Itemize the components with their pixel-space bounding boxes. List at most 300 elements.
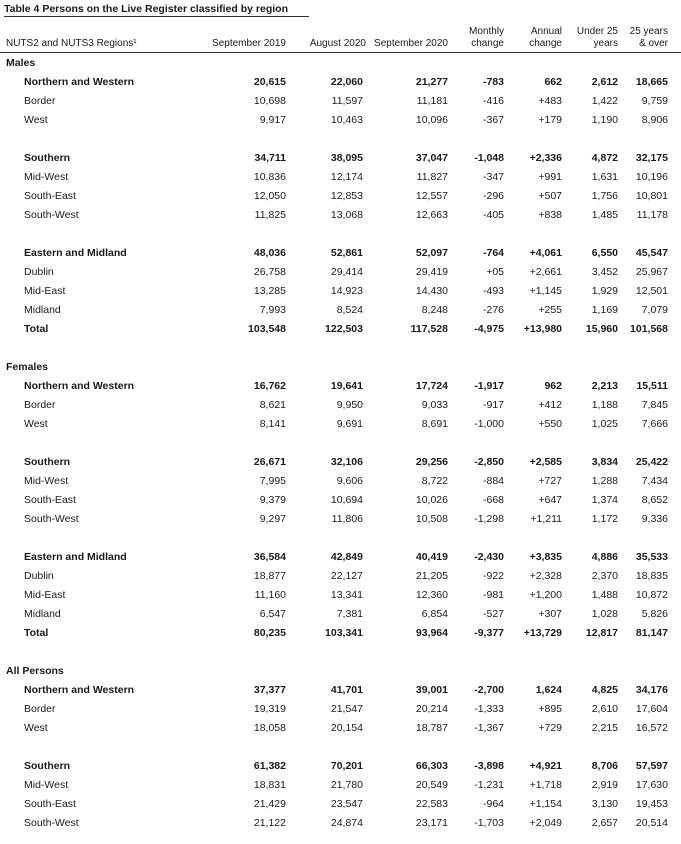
annual-change-cell: +1,211 [530,513,562,525]
over25-cell: 10,196 [635,171,668,183]
sep2019-cell: 26,758 [253,266,286,278]
monthly-change-cell: -493 [482,285,504,297]
annual-change-cell: +179 [538,114,562,126]
monthly-change-cell: -1,333 [474,703,504,715]
header-annual-1: Annual [530,26,562,37]
annual-change-cell: +727 [538,475,562,487]
monthly-change-cell: -3,898 [474,760,504,772]
subregion-row [0,263,681,282]
under25-cell: 1,374 [591,494,618,506]
aug2020-cell: 12,853 [330,190,363,202]
sep2020-cell: 23,171 [415,817,448,829]
annual-change-cell: +2,661 [529,266,562,278]
spacer-row [0,529,681,548]
under25-cell: 1,188 [591,399,618,411]
header-over25-1: 25 years [629,26,668,37]
right-margin-cell [668,814,681,833]
row-label: Northern and Western [24,76,135,88]
row-label: Northern and Western [24,380,135,392]
row-label: Southern [24,760,71,772]
over25-cell: 10,872 [635,589,668,601]
subregion-row [0,795,681,814]
sep2020-cell: 14,430 [415,285,448,297]
subregion-row [0,491,681,510]
sep2020-cell: 29,419 [415,266,448,278]
over25-cell: 7,079 [641,304,668,316]
subregion-row [0,92,681,111]
subregion-row [0,719,681,738]
spacer-row [0,434,681,453]
under25-cell: 1,929 [591,285,618,297]
aug2020-cell: 22,127 [330,570,363,582]
over25-cell: 34,176 [635,684,668,696]
aug2020-cell: 10,463 [330,114,363,126]
over25-cell: 9,759 [641,95,668,107]
subregion-row [0,301,681,320]
sep2020-cell: 117,528 [410,323,448,335]
row-label: Total [24,323,49,335]
aug2020-cell: 29,414 [330,266,363,278]
annual-change-cell: +1,200 [529,589,562,601]
sep2019-cell: 8,141 [259,418,286,430]
sep2020-cell: 11,827 [416,171,448,183]
right-margin-cell [668,472,681,491]
region-row [0,681,681,700]
spacer-row [0,643,681,662]
sep2019-cell: 16,762 [253,380,286,392]
aug2020-cell: 9,950 [336,399,363,411]
monthly-change-cell: -4,975 [474,323,504,335]
row-label: Midland [24,304,61,316]
annual-change-cell: +895 [538,703,562,715]
aug2020-cell: 22,060 [330,76,363,88]
row-label: South-West [24,209,79,221]
sep2019-cell: 48,036 [253,247,286,259]
sep2019-cell: 7,995 [259,475,286,487]
sep2020-cell: 8,248 [421,304,448,316]
monthly-change-cell: -527 [482,608,504,620]
sep2020-cell: 6,854 [421,608,448,620]
over25-cell: 35,533 [635,551,668,563]
under25-cell: 1,288 [591,475,618,487]
under25-cell: 1,169 [591,304,618,316]
spacer-row [0,130,681,149]
sep2020-cell: 18,787 [415,722,448,734]
spacer-cell [0,434,681,453]
sep2020-cell: 20,214 [415,703,448,715]
over25-cell: 8,652 [641,494,668,506]
sep2019-cell: 21,122 [253,817,286,829]
spacer-cell [0,529,681,548]
monthly-change-cell: -1,231 [474,779,504,791]
aug2020-cell: 8,524 [336,304,363,316]
under25-cell: 3,834 [591,456,618,468]
section-heading-row [0,54,681,73]
sep2019-cell: 21,429 [253,798,286,810]
aug2020-cell: 103,341 [325,627,363,639]
spacer-cell [0,339,681,358]
row-label: Mid-West [24,171,69,183]
row-label: Southern [24,456,71,468]
right-margin-cell [668,187,681,206]
under25-cell: 4,886 [591,551,618,563]
right-margin-cell [668,282,681,301]
monthly-change-cell: -416 [482,95,504,107]
sep2020-cell: 10,508 [415,513,448,525]
over25-cell: 20,514 [635,817,668,829]
monthly-change-cell: -276 [482,304,504,316]
row-label: Northern and Western [24,684,135,696]
subregion-row [0,567,681,586]
aug2020-cell: 20,154 [330,722,363,734]
over25-cell: 7,845 [641,399,668,411]
right-margin-cell [668,795,681,814]
under25-cell: 2,213 [591,380,618,392]
sep2019-cell: 26,671 [253,456,286,468]
monthly-change-cell: -2,700 [474,684,504,696]
annual-change-cell: +1,154 [529,798,562,810]
sep2020-cell: 93,964 [415,627,448,639]
aug2020-cell: 9,691 [336,418,363,430]
subregion-row [0,472,681,491]
row-label: South-West [24,513,79,525]
monthly-change-cell: -2,430 [474,551,504,563]
monthly-change-cell: -1,703 [474,817,504,829]
aug2020-cell: 21,780 [330,779,363,791]
subregion-row [0,415,681,434]
annual-change-cell: 962 [544,380,562,392]
under25-cell: 15,960 [585,323,618,335]
region-row [0,757,681,776]
over25-cell: 101,568 [630,323,668,335]
under25-cell: 1,025 [591,418,618,430]
monthly-change-cell: -1,367 [474,722,504,734]
under25-cell: 1,028 [591,608,618,620]
under25-cell: 1,485 [591,209,618,221]
total-row [0,320,681,339]
subregion-row [0,111,681,130]
annual-change-cell: +729 [538,722,562,734]
monthly-change-cell: -964 [482,798,504,810]
aug2020-cell: 24,874 [330,817,363,829]
row-label: West [24,418,48,430]
right-margin-cell [668,206,681,225]
region-row [0,244,681,263]
sep2019-cell: 80,235 [253,627,286,639]
row-label: Total [24,627,49,639]
aug2020-cell: 11,806 [331,513,363,525]
right-margin-cell [668,320,681,339]
right-margin-cell [668,111,681,130]
subregion-row [0,168,681,187]
subregion-row [0,700,681,719]
row-label: Border [24,399,56,411]
monthly-change-cell: -367 [482,114,504,126]
spacer-cell [0,738,681,757]
region-row [0,73,681,92]
monthly-change-cell: -884 [482,475,504,487]
annual-change-cell: 1,624 [535,684,562,696]
sep2020-cell: 12,557 [415,190,448,202]
subregion-row [0,282,681,301]
sep2020-cell: 21,205 [415,570,448,582]
annual-change-cell: +4,921 [529,760,562,772]
under25-cell: 2,919 [591,779,618,791]
row-label: Midland [24,608,61,620]
row-label: Border [24,95,56,107]
annual-change-cell: +13,729 [523,627,562,639]
sep2019-cell: 103,548 [248,323,286,335]
aug2020-cell: 41,701 [330,684,363,696]
aug2020-cell: 21,547 [330,703,363,715]
annual-change-cell: +3,835 [529,551,562,563]
sep2019-cell: 18,058 [253,722,286,734]
annual-change-cell: +2,585 [529,456,562,468]
over25-cell: 18,665 [635,76,668,88]
row-label: South-East [24,798,76,810]
subregion-row [0,187,681,206]
row-label: Border [24,703,56,715]
section-heading-row [0,358,681,377]
right-margin-cell [668,700,681,719]
sep2020-cell: 20,549 [415,779,448,791]
region-row [0,453,681,472]
under25-cell: 2,610 [591,703,618,715]
aug2020-cell: 12,174 [330,171,363,183]
table-body [0,54,681,833]
row-label: Mid-West [24,779,69,791]
over25-cell: 7,666 [641,418,668,430]
sep2019-cell: 20,615 [253,76,286,88]
header-over25-2: & over [639,38,668,49]
over25-cell: 25,967 [635,266,668,278]
under25-cell: 3,452 [591,266,618,278]
annual-change-cell: +2,336 [529,152,562,164]
monthly-change-cell: -922 [482,570,504,582]
subregion-row [0,510,681,529]
header-under25-1: Under 25 [576,26,618,37]
total-row [0,624,681,643]
table-header [0,22,681,53]
sep2020-cell: 10,096 [415,114,448,126]
aug2020-cell: 42,849 [330,551,363,563]
right-margin-cell [668,548,681,567]
under25-cell: 1,756 [591,190,618,202]
annual-change-cell: +507 [538,190,562,202]
spacer-cell [0,130,681,149]
spacer-cell [0,643,681,662]
monthly-change-cell: -981 [482,589,504,601]
sep2019-cell: 8,621 [259,399,286,411]
sep2019-cell: 11,160 [254,589,286,601]
section-heading-row [0,662,681,681]
row-label: South-East [24,494,76,506]
under25-cell: 1,422 [591,95,618,107]
region-row [0,377,681,396]
under25-cell: 1,172 [591,513,618,525]
section-heading: Females [6,361,49,373]
monthly-change-cell: -668 [482,494,504,506]
sep2019-cell: 34,711 [254,152,286,164]
section-heading: All Persons [6,665,64,677]
sep2019-cell: 9,297 [259,513,286,525]
monthly-change-cell: -1,000 [474,418,504,430]
right-margin-cell [668,510,681,529]
annual-change-cell: +412 [538,399,562,411]
subregion-row [0,206,681,225]
header-sep2019: September 2019 [212,38,286,49]
header-monthly-2: change [471,38,504,49]
aug2020-cell: 23,547 [330,798,363,810]
right-margin-cell [668,567,681,586]
right-margin-cell [668,168,681,187]
row-label: Eastern and Midland [24,247,127,259]
under25-cell: 1,631 [591,171,618,183]
under25-cell: 1,488 [591,589,618,601]
aug2020-cell: 11,597 [331,95,363,107]
monthly-change-cell: -917 [482,399,504,411]
sep2020-cell: 17,724 [415,380,448,392]
monthly-change-cell: -1,298 [474,513,504,525]
annual-change-cell: +991 [538,171,562,183]
sep2020-cell: 40,419 [415,551,448,563]
right-margin-cell [668,586,681,605]
right-margin-cell [668,263,681,282]
monthly-change-cell: -296 [482,190,504,202]
subregion-row [0,605,681,624]
sep2020-cell: 52,097 [415,247,448,259]
row-label: West [24,114,48,126]
right-margin-cell [668,453,681,472]
aug2020-cell: 13,068 [330,209,363,221]
right-margin-cell [668,605,681,624]
monthly-change-cell: -347 [482,171,504,183]
sep2019-cell: 18,831 [253,779,286,791]
over25-cell: 17,630 [635,779,668,791]
aug2020-cell: 70,201 [330,760,363,772]
sep2020-cell: 11,181 [416,95,448,107]
over25-cell: 7,434 [641,475,668,487]
annual-change-cell: +838 [538,209,562,221]
sep2020-cell: 21,277 [415,76,448,88]
live-register-table [0,54,681,833]
sep2019-cell: 7,993 [259,304,286,316]
row-label: Mid-West [24,475,69,487]
aug2020-cell: 52,861 [330,247,363,259]
over25-cell: 12,501 [635,285,668,297]
annual-change-cell: +550 [538,418,562,430]
sep2019-cell: 19,319 [253,703,286,715]
sep2020-cell: 8,691 [421,418,448,430]
annual-change-cell: +483 [538,95,562,107]
under25-cell: 4,825 [591,684,618,696]
aug2020-cell: 9,606 [336,475,363,487]
sep2020-cell: 12,360 [415,589,448,601]
over25-cell: 81,147 [635,627,668,639]
region-row [0,149,681,168]
row-label: South-East [24,190,76,202]
header-under25-2: years [593,38,618,49]
right-margin-cell [668,776,681,795]
sep2019-cell: 12,050 [253,190,286,202]
over25-cell: 15,511 [636,380,668,392]
region-row [0,548,681,567]
sep2020-cell: 8,722 [421,475,448,487]
monthly-change-cell: -1,048 [474,152,504,164]
over25-cell: 17,604 [635,703,668,715]
aug2020-cell: 122,503 [325,323,363,335]
row-label: Southern [24,152,71,164]
aug2020-cell: 19,641 [330,380,363,392]
right-margin-cell [668,301,681,320]
right-margin-cell [668,415,681,434]
sep2019-cell: 13,285 [253,285,286,297]
header-sep2020: September 2020 [374,38,448,49]
row-label: West [24,722,48,734]
over25-cell: 16,572 [635,722,668,734]
monthly-change-cell: -764 [482,247,504,259]
under25-cell: 2,612 [591,76,618,88]
subregion-row [0,814,681,833]
annual-change-cell: +4,061 [529,247,562,259]
under25-cell: 2,657 [591,817,618,829]
sep2020-cell: 37,047 [415,152,448,164]
right-margin-cell [668,719,681,738]
under25-cell: 3,130 [591,798,618,810]
sep2019-cell: 10,836 [253,171,286,183]
over25-cell: 10,801 [635,190,668,202]
under25-cell: 2,370 [591,570,618,582]
sep2019-cell: 18,877 [253,570,286,582]
sep2020-cell: 29,256 [415,456,448,468]
annual-change-cell: +2,328 [529,570,562,582]
sep2019-cell: 10,698 [253,95,286,107]
annual-change-cell: +255 [538,304,562,316]
sep2019-cell: 6,547 [259,608,286,620]
sep2020-cell: 66,303 [415,760,448,772]
under25-cell: 1,190 [591,114,618,126]
sep2020-cell: 10,026 [415,494,448,506]
row-label: Dublin [24,570,54,582]
header-region: NUTS2 and NUTS3 Regions¹ [6,38,137,49]
sep2019-cell: 11,825 [254,209,286,221]
over25-cell: 32,175 [635,152,668,164]
over25-cell: 9,336 [641,513,668,525]
header-aug2020: August 2020 [309,38,366,49]
table-title: Table 4 Persons on the Live Register classified by region [4,2,309,17]
monthly-change-cell: -405 [482,209,504,221]
annual-change-cell: +647 [538,494,562,506]
right-margin-cell [668,92,681,111]
annual-change-cell: +13,980 [523,323,562,335]
over25-cell: 57,597 [635,760,668,772]
aug2020-cell: 38,095 [330,152,363,164]
monthly-change-cell: -9,377 [474,627,504,639]
spacer-row [0,738,681,757]
under25-cell: 6,550 [591,247,618,259]
over25-cell: 25,422 [635,456,668,468]
over25-cell: 18,835 [635,570,668,582]
aug2020-cell: 10,694 [330,494,363,506]
right-margin-cell [668,491,681,510]
header-annual-2: change [529,38,562,49]
aug2020-cell: 7,381 [336,608,363,620]
aug2020-cell: 13,341 [330,589,363,601]
subregion-row [0,586,681,605]
under25-cell: 2,215 [591,722,618,734]
under25-cell: 12,817 [585,627,618,639]
under25-cell: 4,872 [591,152,618,164]
